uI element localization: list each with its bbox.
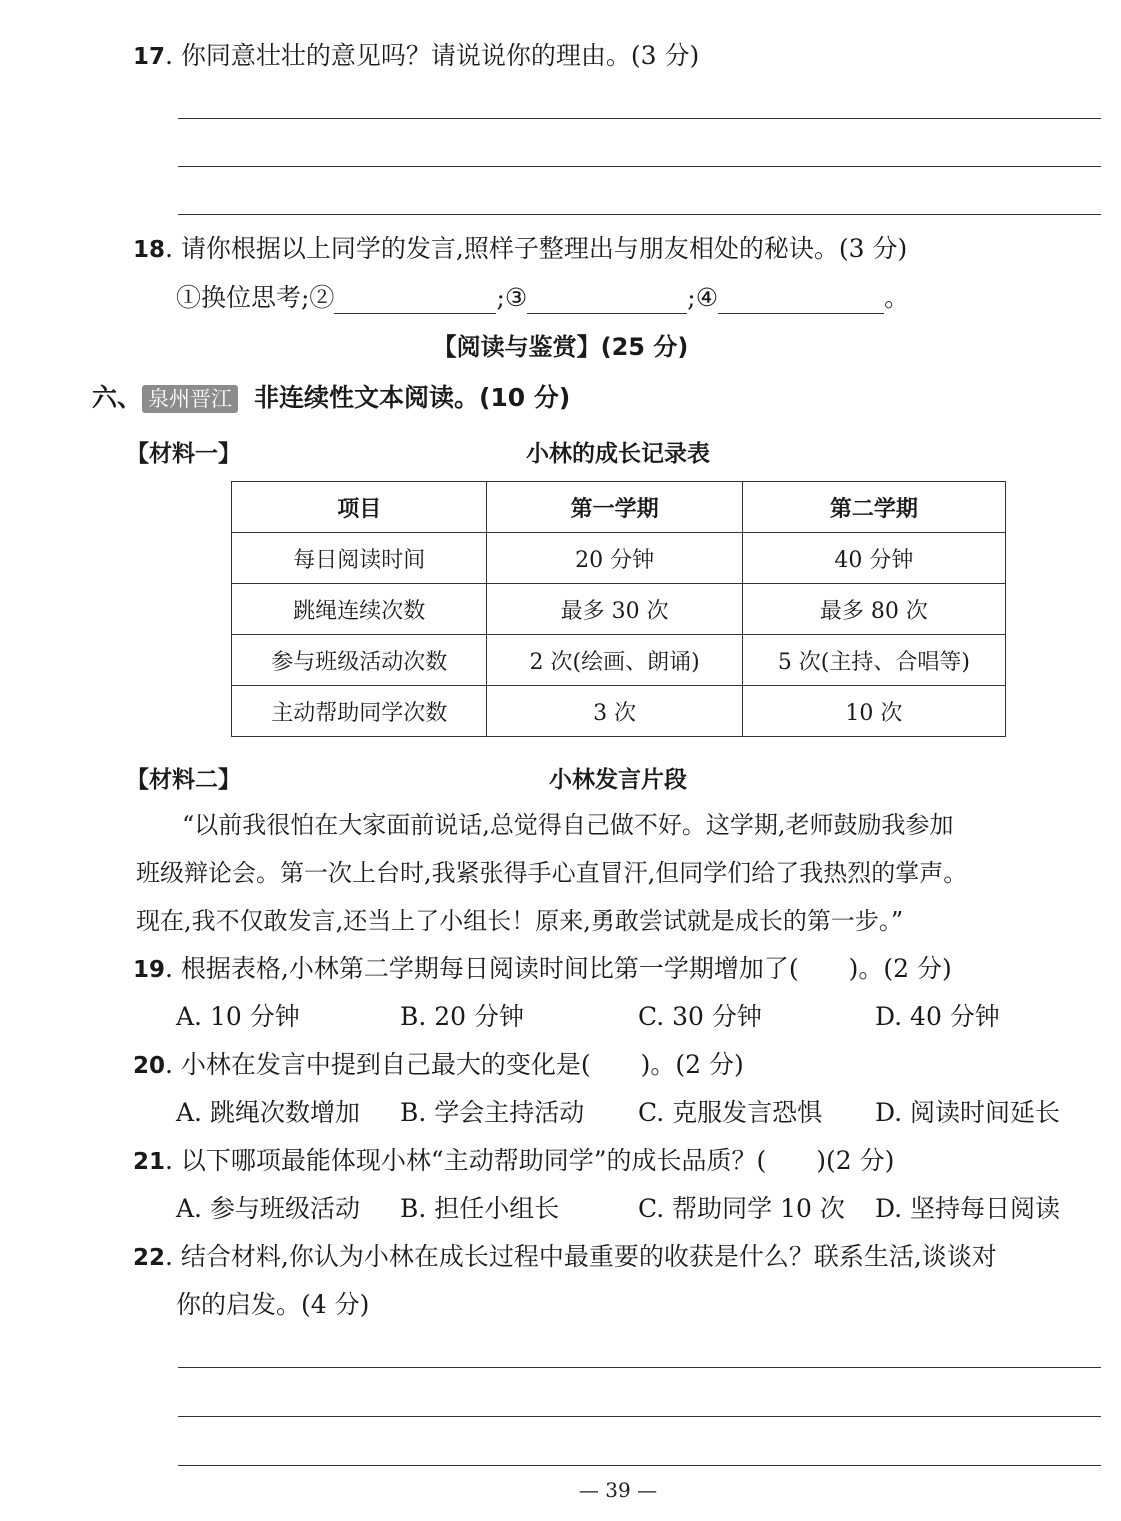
- option-c[interactable]: C. 克服发言恐惧: [638, 1098, 823, 1127]
- answer-line[interactable]: [178, 1416, 1101, 1417]
- question-text: . 根据表格,小林第二学期每日阅读时间比第一学期增加了( )。(2 分): [165, 954, 952, 983]
- fill-end: 。: [884, 283, 910, 312]
- fill-blank-4[interactable]: [718, 287, 884, 314]
- option-a[interactable]: A. 参与班级活动: [176, 1194, 360, 1223]
- question-text: . 请你根据以上同学的发言,照样子整理出与朋友相处的秘诀。(3 分): [165, 234, 908, 263]
- table-cell: 跳绳连续次数: [232, 584, 487, 635]
- option-a[interactable]: A. 跳绳次数增加: [176, 1098, 360, 1127]
- speech-line: 班级辩论会。第一次上台时,我紧张得手心直冒汗,但同学们给了我热烈的掌声。: [136, 859, 968, 887]
- speech-line: “以前我很怕在大家面前说话,总觉得自己做不好。这学期,老师鼓励我参加: [182, 811, 954, 839]
- option-b[interactable]: B. 学会主持活动: [400, 1098, 585, 1127]
- material-one-label: 【材料一】: [126, 441, 241, 467]
- table-cell: 10 次: [742, 686, 1005, 737]
- table-header-row: [232, 482, 1006, 533]
- option-b[interactable]: B. 担任小组长: [400, 1194, 560, 1223]
- question-number: 21: [133, 1149, 166, 1175]
- column-header: 项目: [232, 482, 487, 533]
- table-row: [232, 686, 1006, 737]
- answer-line[interactable]: [178, 1465, 1101, 1466]
- table-cell: 20 分钟: [487, 533, 742, 584]
- answer-line[interactable]: [178, 214, 1101, 215]
- option-d[interactable]: D. 40 分钟: [875, 1002, 1000, 1031]
- fill-separator: ;③: [496, 283, 528, 312]
- option-a[interactable]: A. 10 分钟: [176, 1002, 300, 1031]
- question-number: 18: [133, 237, 166, 263]
- table-row: [232, 635, 1006, 686]
- table-cell: 2 次(绘画、朗诵): [487, 635, 742, 686]
- growth-record-table: [231, 481, 1006, 737]
- column-header: 第一学期: [487, 482, 742, 533]
- table-cell: 3 次: [487, 686, 742, 737]
- option-d[interactable]: D. 阅读时间延长: [875, 1098, 1061, 1127]
- question-22-continued: 你的启发。(4 分): [176, 1290, 370, 1319]
- speech-title: 小林发言片段: [549, 767, 687, 793]
- question-number: 19: [133, 957, 166, 983]
- answer-line[interactable]: [178, 118, 1101, 119]
- column-header: 第二学期: [742, 482, 1005, 533]
- option-c[interactable]: C. 帮助同学 10 次: [638, 1194, 845, 1223]
- question-text: . 小林在发言中提到自己最大的变化是( )。(2 分): [165, 1050, 744, 1079]
- region-tag: 泉州晋江: [142, 385, 238, 413]
- page-number: — 39 —: [578, 1478, 658, 1502]
- option-b[interactable]: B. 20 分钟: [400, 1002, 525, 1031]
- fill-blank-3[interactable]: [527, 287, 687, 314]
- fill-separator: ;④: [687, 283, 719, 312]
- answer-line[interactable]: [178, 166, 1101, 167]
- part-title: 非连续性文本阅读。(10 分): [253, 383, 571, 412]
- question-21: [133, 1145, 894, 1178]
- table-cell: 5 次(主持、合唱等): [742, 635, 1005, 686]
- table-cell: 参与班级活动次数: [232, 635, 487, 686]
- question-17: [133, 40, 699, 73]
- answer-line[interactable]: [178, 1367, 1101, 1368]
- part-label: 六、: [92, 383, 143, 412]
- option-c[interactable]: C. 30 分钟: [638, 1002, 762, 1031]
- table-cell: 40 分钟: [742, 533, 1005, 584]
- table-cell: 最多 30 次: [487, 584, 742, 635]
- secret-fill-line: [176, 282, 909, 314]
- question-20: [133, 1049, 744, 1082]
- question-text: . 结合材料,你认为小林在成长过程中最重要的收获是什么？联系生活,谈谈对: [165, 1242, 997, 1271]
- question-22: [133, 1241, 997, 1274]
- option-d[interactable]: D. 坚持每日阅读: [875, 1194, 1061, 1223]
- table-cell: 主动帮助同学次数: [232, 686, 487, 737]
- table-row: [232, 584, 1006, 635]
- question-18: [133, 233, 907, 266]
- question-text: . 以下哪项最能体现小林“主动帮助同学”的成长品质？( )(2 分): [165, 1146, 895, 1175]
- part-six-heading: [92, 382, 570, 414]
- question-number: 20: [133, 1053, 166, 1079]
- fill-prefix: ①换位思考;②: [176, 283, 335, 312]
- fill-blank-2[interactable]: [334, 287, 496, 314]
- table-row: [232, 533, 1006, 584]
- speech-line: 现在,我不仅敢发言,还当上了小组长！原来,勇敢尝试就是成长的第一步。”: [136, 907, 904, 935]
- table-cell: 每日阅读时间: [232, 533, 487, 584]
- section-heading: 【阅读与鉴赏】(25 分): [432, 333, 689, 361]
- table-title: 小林的成长记录表: [526, 441, 710, 467]
- material-two-label: 【材料二】: [126, 767, 241, 793]
- table-cell: 最多 80 次: [742, 584, 1005, 635]
- question-text: . 你同意壮壮的意见吗？请说说你的理由。(3 分): [165, 41, 700, 70]
- question-19: [133, 953, 952, 986]
- question-number: 22: [133, 1245, 166, 1271]
- question-number: 17: [133, 44, 166, 70]
